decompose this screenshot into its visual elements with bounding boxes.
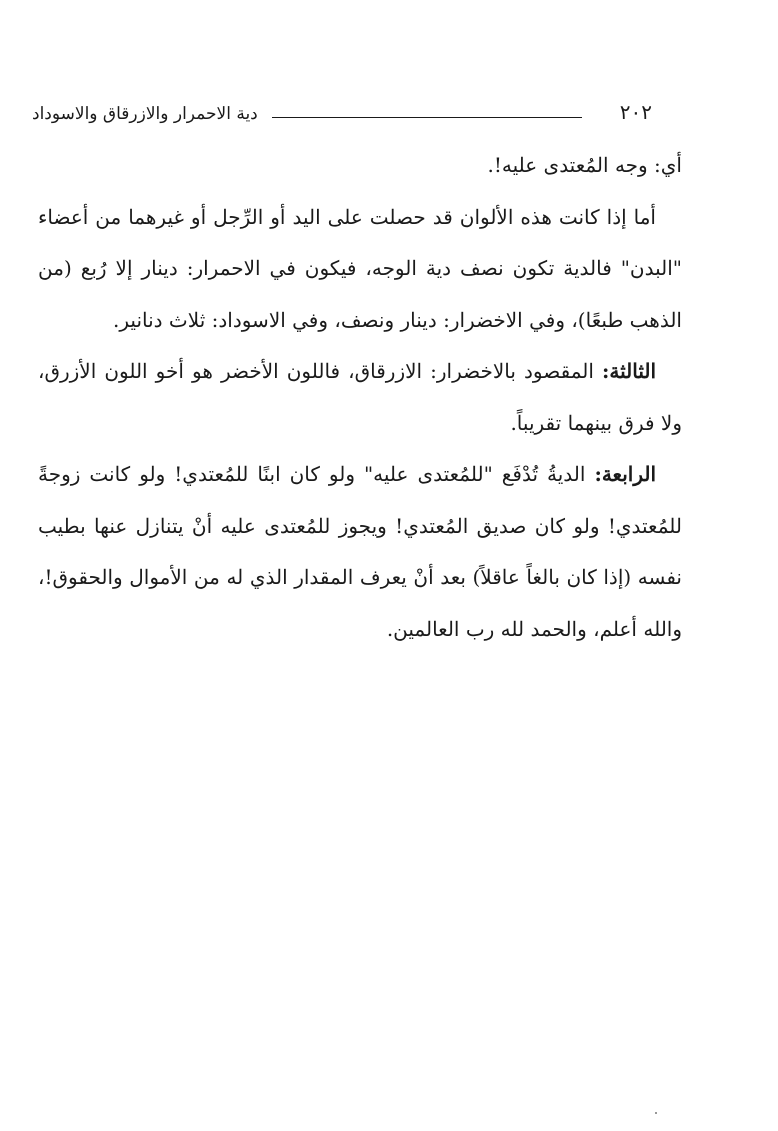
running-header	[32, 92, 652, 126]
page-number: ٢٠٢	[619, 100, 652, 124]
body-text	[38, 140, 682, 655]
point-four-heading: الرابعة:	[594, 462, 656, 486]
running-title: دية الاحمرار والازرقاق والاسوداد	[32, 104, 258, 124]
paragraph-1: أي: وجه المُعتدى عليه!.	[487, 153, 682, 177]
paragraph-3	[38, 346, 682, 449]
point-three-heading: الثالثة:	[601, 359, 656, 383]
point-four-text: الديةُ تُدْفَع "للمُعتدى عليه" ولو كان ابنًا للمُعتدي! ولو كانت زوجةً للمُعتدي! ولو كان صديق المُعتدي! ويجوز للمُعتدى عليه أنْ يتنازل عنها بطيب نفسه (إذا كان بالغاً عاقلاً) بعد أنْ يعرف المقدار الذي له من الأموال والحقوق!، والله أعلم، والحمد لله رب العالمين.	[38, 462, 682, 641]
point-three-text: المقصود بالاخضرار: الازرقاق، فاللون الأخضر هو أخو اللون الأزرق، ولا فرق بينهما تقريباً.	[38, 359, 682, 435]
paragraph-2: أما إذا كانت هذه الألوان قد حصلت على اليد أو الرِّجل أو غيرهما من أعضاء "البدن" فالدية تكون نصف دية الوجه، فيكون في الاحمرار: دينار إلا رُبع (من الذهب طبعًا)، وفي الاخضرار: دينار ونصف، وفي الاسوداد: ثلاث دنانير.	[38, 204, 682, 332]
scan-speck	[655, 1112, 657, 1114]
header-rule	[272, 117, 582, 118]
paragraph-4	[38, 449, 682, 655]
